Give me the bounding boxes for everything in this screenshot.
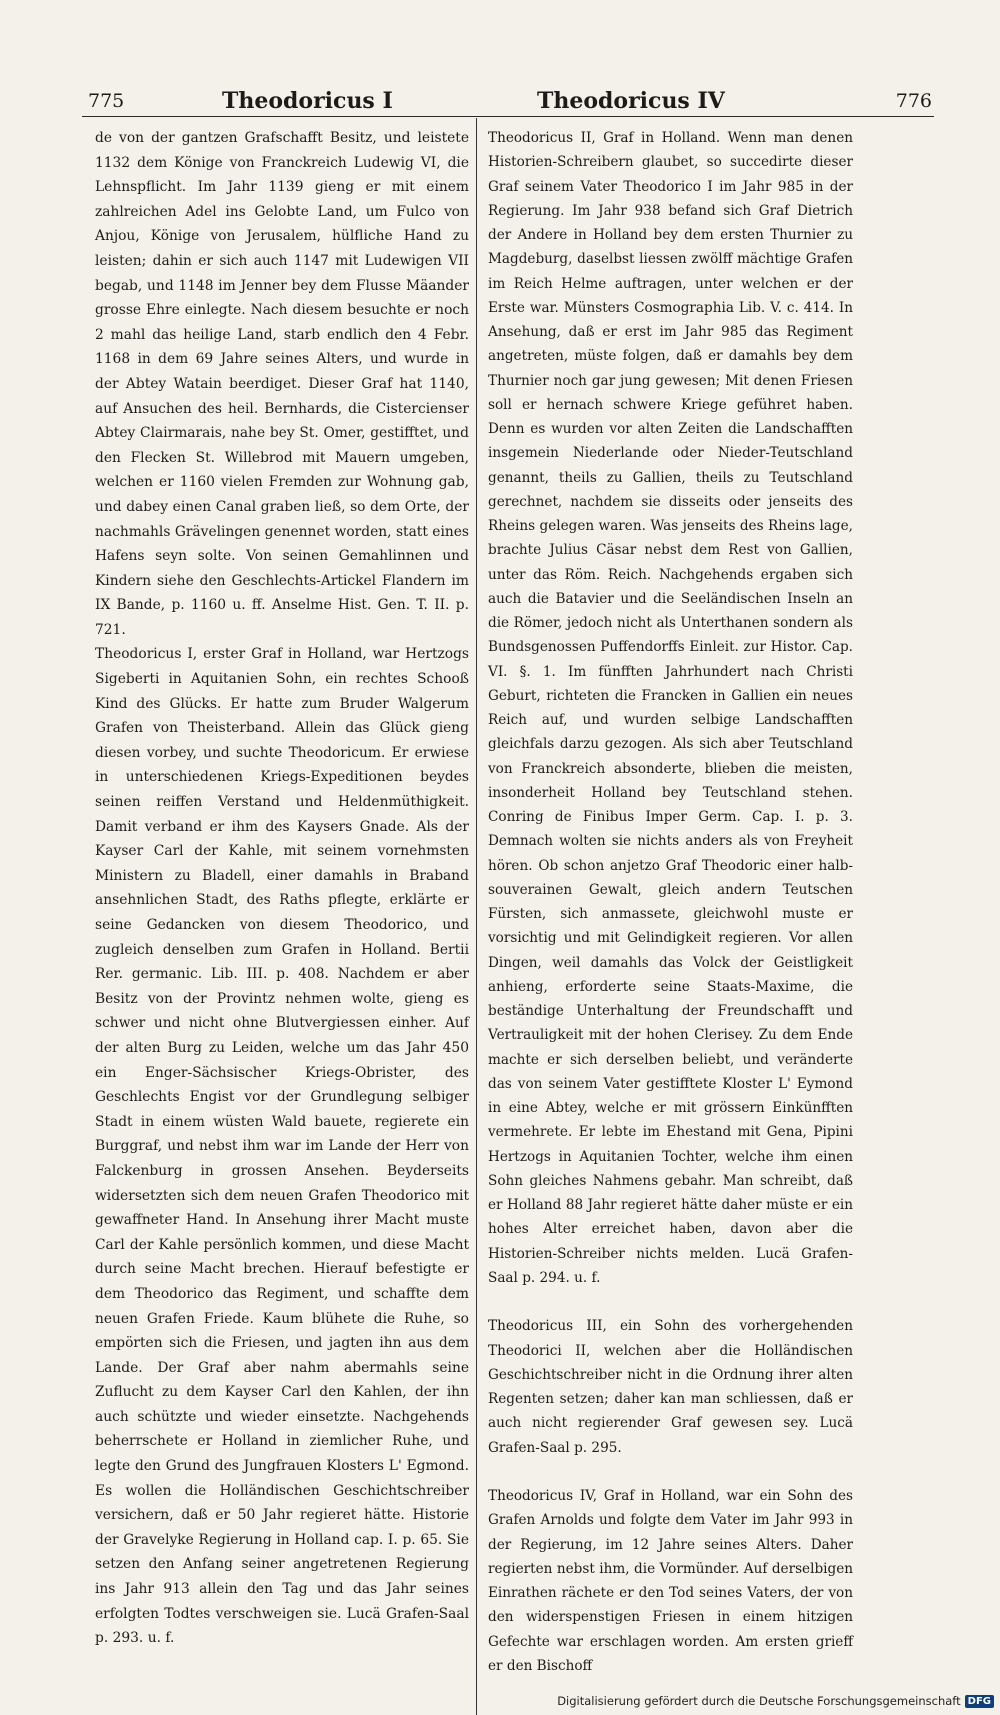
dfg-logo: DFG bbox=[965, 1695, 994, 1708]
right-paragraph-2: Theodoricus III, ein Sohn des vorhergehenden Theodorici II, welchen aber die Holländischen Geschichtschreiber nicht in die Ordnung ihrer alten Regenten setzen; daher kan man schliessen, daß er auch nicht regierender Graf gewesen sey. Lucä Grafen-Saal p. 295. bbox=[488, 1318, 853, 1456]
page-number-right: 776 bbox=[895, 90, 932, 112]
running-title-left: Theodoricus I bbox=[222, 88, 393, 114]
right-column bbox=[488, 126, 853, 1678]
right-paragraph-3: Theodoricus IV, Graf in Holland, war ein Sohn des Grafen Arnolds und folgte dem Vater im Jahr 993 in der Regierung, im 12 Jahre seines Alters. Daher regierten nebst ihm, die Vormünder. Auf derselbigen Einrathen rächete er den Tod seines Vaters, der von den widerspenstigen Friesen in einem hitzigen Gefechte war erschlagen worden. Am ersten grieff er den Bischoff bbox=[488, 1488, 853, 1674]
right-paragraph-1: Theodoricus II, Graf in Holland. Wenn man denen Historien-Schreibern glaubet, so succedirte dieser Graf seinem Vater Theodorico I im Jahr 985 in der Regierung. Im Jahr 938 befand sich Graf Dietrich der Andere in Holland bey dem ersten Thurnier zu Magdeburg, daselbst liessen zwölff mächtige Grafen im Reich Helme auftragen, unter welchen er der Erste war. Münsters Cosmographia Lib. V. c. 414. In Ansehung, daß er erst im Jahr 985 das Regiment angetreten, müste folgen, daß er damahls bey dem Thurnier noch gar jung gewesen; Mit denen Friesen soll er hernach schwere Kriege geführet haben. Denn es wurden vor alten Zeiten die Landschafften insgemein Niederlande oder Nieder-Teutschland genannt, theils zu Gallien, theils zu Teutschland gerechnet, nachdem sie disseits oder jenseits des Rheins gelegen waren. Was jenseits des Rheins lage, brachte Julius Cäsar nebst dem Rest von Gallien, unter das Röm. Reich. Nachgehends ergaben sich auch die Batavier und die Seeländischen Inseln an die Römer, jedoch nicht als Unterthanen sondern als Bundsgenossen Puffendorffs Einleit. zur Histor. Cap. VI. §. 1. Im fünfften Jahrhundert nach Christi Geburt, richteten die Francken in Gallien ein neues Reich auf, und wurden selbige Landschafften gleichfals darzu gezogen. Als sich aber Teutschland von Franckreich absonderte, blieben die meisten, insonderheit Holland bey Teutschland stehen. Conring de Finibus Imper Germ. Cap. I. p. 3. Demnach wolten sie nichts anders als von Freyheit hören. Ob schon anjetzo Graf Theodoric einer halb-souverainen Gewalt, gleich andern Teutschen Fürsten, sich anmassete, gleichwohl muste er vorsichtig und mit Gelindigkeit regieren. Vor allen Dingen, weil damahls das Volck der Geistligkeit anhieng, erforderte seine Staats-Maxime, die beständige Unterhaltung der Freundschafft und Vertrauligkeit mit der hohen Clerisey. Zu dem Ende machte er sich derselben beliebt, und veränderte das von seinem Vater gestifftete Kloster L' Eymond in eine Abtey, welche er mit grössern Einkünfften vermehrete. Er lebte im Ehestand mit Gena, Pipini Hertzogs in Aquitanien Tochter, welche ihm einen Sohn gleiches Nahmens gebahr. Man schreibt, daß er Holland 88 Jahr regieret hätte daher müste er ein hohes Alter erreichet haben, davon aber die Historien-Schreiber nichts melden. Lucä Grafen-Saal p. 294. u. f. bbox=[488, 130, 853, 1286]
left-column bbox=[95, 126, 469, 1651]
page-number-left: 775 bbox=[88, 90, 125, 112]
running-title-right: Theodoricus IV bbox=[537, 88, 725, 114]
column-divider bbox=[476, 118, 477, 1715]
left-paragraph-2: Theodoricus I, erster Graf in Holland, war Hertzogs Sigeberti in Aquitanien Sohn, ein rechtes Schooß Kind des Glücks. Er hatte zum Bruder Walgerum Grafen von Theisterband. Allein das Glück gieng diesen vorbey, und suchte Theodoricum. Er erwiese in unterschiedenen Kriegs-Expeditionen beydes seinen reiffen Verstand und Heldenmüthigkeit. Damit verband er ihm des Kaysers Gnade. Als der Kayser Carl der Kahle, mit seinem vornehmsten Ministern zu Bladell, einer damahls in Braband ansehnlichen Stadt, des Raths pflegte, erklärte er seine Gedancken von diesem Theodorico, und zugleich denselben zum Grafen in Holland. Bertii Rer. germanic. Lib. III. p. 408. Nachdem er aber Besitz von der Provintz nehmen wolte, gieng es schwer und nicht ohne Blutvergiessen einher. Auf der alten Burg zu Leiden, welche um das Jahr 450 ein Enger-Sächsischer Kriegs-Obrister, des Geschlechts Engist vor der Grundlegung selbiger Stadt in einem wüsten Wald bauete, regierete ein Burggraf, und nebst ihm war im Lande der Herr von Falckenburg in grossen Ansehen. Beyderseits widersetzten sich dem neuen Grafen Theodorico mit gewaffneter Hand. In Ansehung ihrer Macht muste Carl der Kahle persönlich kommen, und diese Macht durch seine Macht brechen. Hierauf befestigte er dem Theodorico das Regiment, und schaffte dem neuen Grafen Friede. Kaum blühete die Ruhe, so empörten sich die Friesen, und jagten ihn aus dem Lande. Der Graf aber nahm abermahls seine Zuflucht zu dem Kayser Carl den Kahlen, der ihn auch schützte und wieder einsetzte. Nachgehends beherrschete er Holland in ziemlicher Ruhe, und legte den Grund des Jungfrauen Klosters L' Egmond. Es wollen die Holländischen Geschichtschreiber versichern, daß er 50 Jahr regieret hätte. Historie der Gravelyke Regierung in Holland cap. I. p. 65. Sie setzen den Anfang seiner angetretenen Regierung ins Jahr 913 allein den Tag und das Jahr seines erfolgten Todtes verschweigen sie. Lucä Grafen-Saal p. 293. u. f. bbox=[95, 646, 469, 1647]
digitization-footer bbox=[557, 1691, 994, 1711]
running-header bbox=[82, 82, 934, 117]
footer-credit: Digitalisierung gefördert durch die Deutsche Forschungsgemeinschaft bbox=[557, 1694, 961, 1708]
left-paragraph-1: de von der gantzen Grafschafft Besitz, und leistete 1132 dem Könige von Franckreich Ludewig VI, die Lehnspflicht. Im Jahr 1139 gieng er mit einem zahlreichen Adel ins Gelobte Land, um Fulco von Anjou, Könige von Jerusalem, hülfliche Hand zu leisten; dahin er sich auch 1147 mit Ludewigen VII begab, und 1148 im Jenner bey dem Flusse Mäander grosse Ehre einlegte. Nach diesem besuchte er noch 2 mahl das heilige Land, starb endlich den 4 Febr. 1168 in dem 69 Jahre seines Alters, und wurde in der Abtey Watain beerdiget. Dieser Graf hat 1140, auf Ansuchen des heil. Bernhards, die Cistercienser Abtey Clairmarais, nahe bey St. Omer, gestifftet, und den Flecken St. Willebrod mit Mauern umgeben, welchen er 1160 vielen Fremden zur Wohnung gab, und dabey einen Canal graben ließ, so dem Orte, der nachmahls Grävelingen genennet worden, statt eines Hafens seyn solte. Von seinen Gemahlinnen und Kindern siehe den Geschlechts-Artickel Flandern im IX Bande, p. 1160 u. ff. Anselme Hist. Gen. T. II. p. 721. bbox=[95, 130, 469, 638]
